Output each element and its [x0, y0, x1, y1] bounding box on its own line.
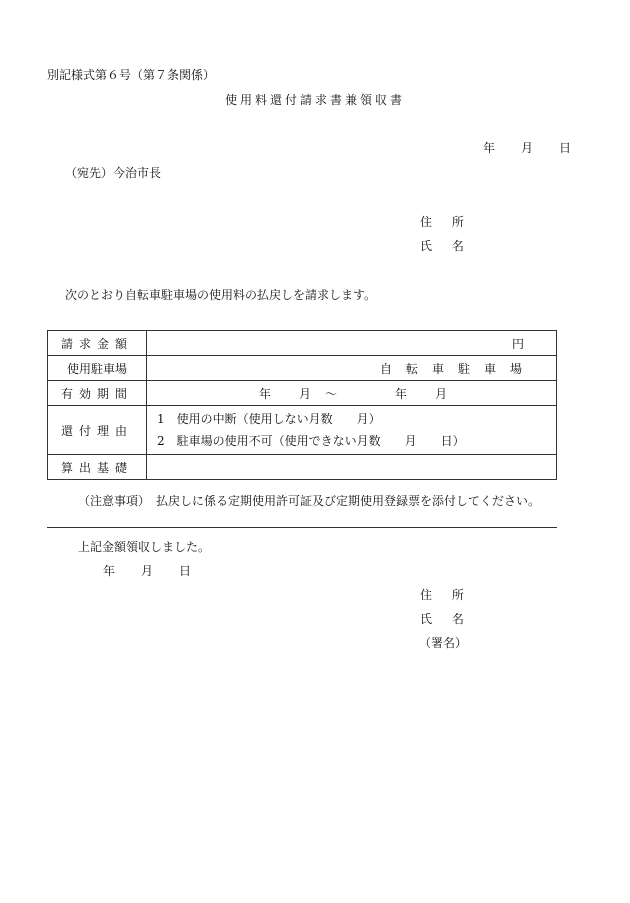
period-label: 有効期間 [48, 381, 147, 406]
receipt-date-line [103, 564, 191, 578]
amount-label: 請求金額 [48, 331, 147, 356]
date-day-label: 日 [559, 141, 572, 155]
table-row-basis [48, 455, 557, 480]
period-end-month: 月 [435, 386, 448, 401]
parking-label: 使用駐車場 [48, 356, 147, 381]
reason-option-1: 1 使用の中断（使用しない月数 月） [157, 412, 381, 426]
basis-label: 算出基礎 [48, 455, 147, 480]
form-number: 別記様式第６号（第７条関係） [47, 68, 216, 82]
applicant-address-label: 住 所 [420, 215, 472, 229]
parking-value: 自転車駐車場 [147, 356, 557, 381]
date-line [483, 141, 571, 155]
request-statement: 次のとおり自転車駐車場の使用料の払戻しを請求します。 [65, 288, 377, 302]
period-tilde: ～ [325, 386, 338, 401]
document-title: 使用料還付請求書兼領収書 [224, 93, 405, 107]
period-start-year: 年 [259, 386, 272, 401]
receipt-year-label: 年 [103, 564, 116, 578]
receipt-statement: 上記金額領収しました。 [78, 540, 211, 554]
period-end-year: 年 [395, 386, 408, 401]
refund-info-table [47, 330, 557, 480]
basis-value [147, 455, 557, 480]
notice-text: （注意事項） 払戻しに係る定期使用許可証及び定期使用登録票を添付してください。 [78, 494, 541, 508]
table-row-amount [48, 331, 557, 356]
section-divider [47, 527, 557, 528]
date-month-label: 月 [521, 141, 534, 155]
table-row-parking [48, 356, 557, 381]
table-row-reason [48, 406, 557, 455]
addressee: （宛先）今治市長 [65, 166, 162, 180]
period-value [147, 381, 557, 406]
receiver-address-label: 住 所 [420, 588, 472, 602]
reason-label: 還付理由 [48, 406, 147, 455]
date-year-label: 年 [483, 141, 496, 155]
table-row-period [48, 381, 557, 406]
period-start-month: 月 [299, 386, 312, 401]
applicant-name-label: 氏 名 [420, 239, 472, 253]
amount-unit: 円 [147, 331, 557, 356]
reason-value [147, 406, 557, 455]
receipt-day-label: 日 [179, 564, 192, 578]
receiver-signature-label: （署名） [419, 636, 468, 650]
receiver-name-label: 氏 名 [420, 612, 472, 626]
reason-option-2: 2 駐車場の使用不可（使用できない月数 月 日） [157, 434, 465, 448]
receipt-month-label: 月 [141, 564, 154, 578]
